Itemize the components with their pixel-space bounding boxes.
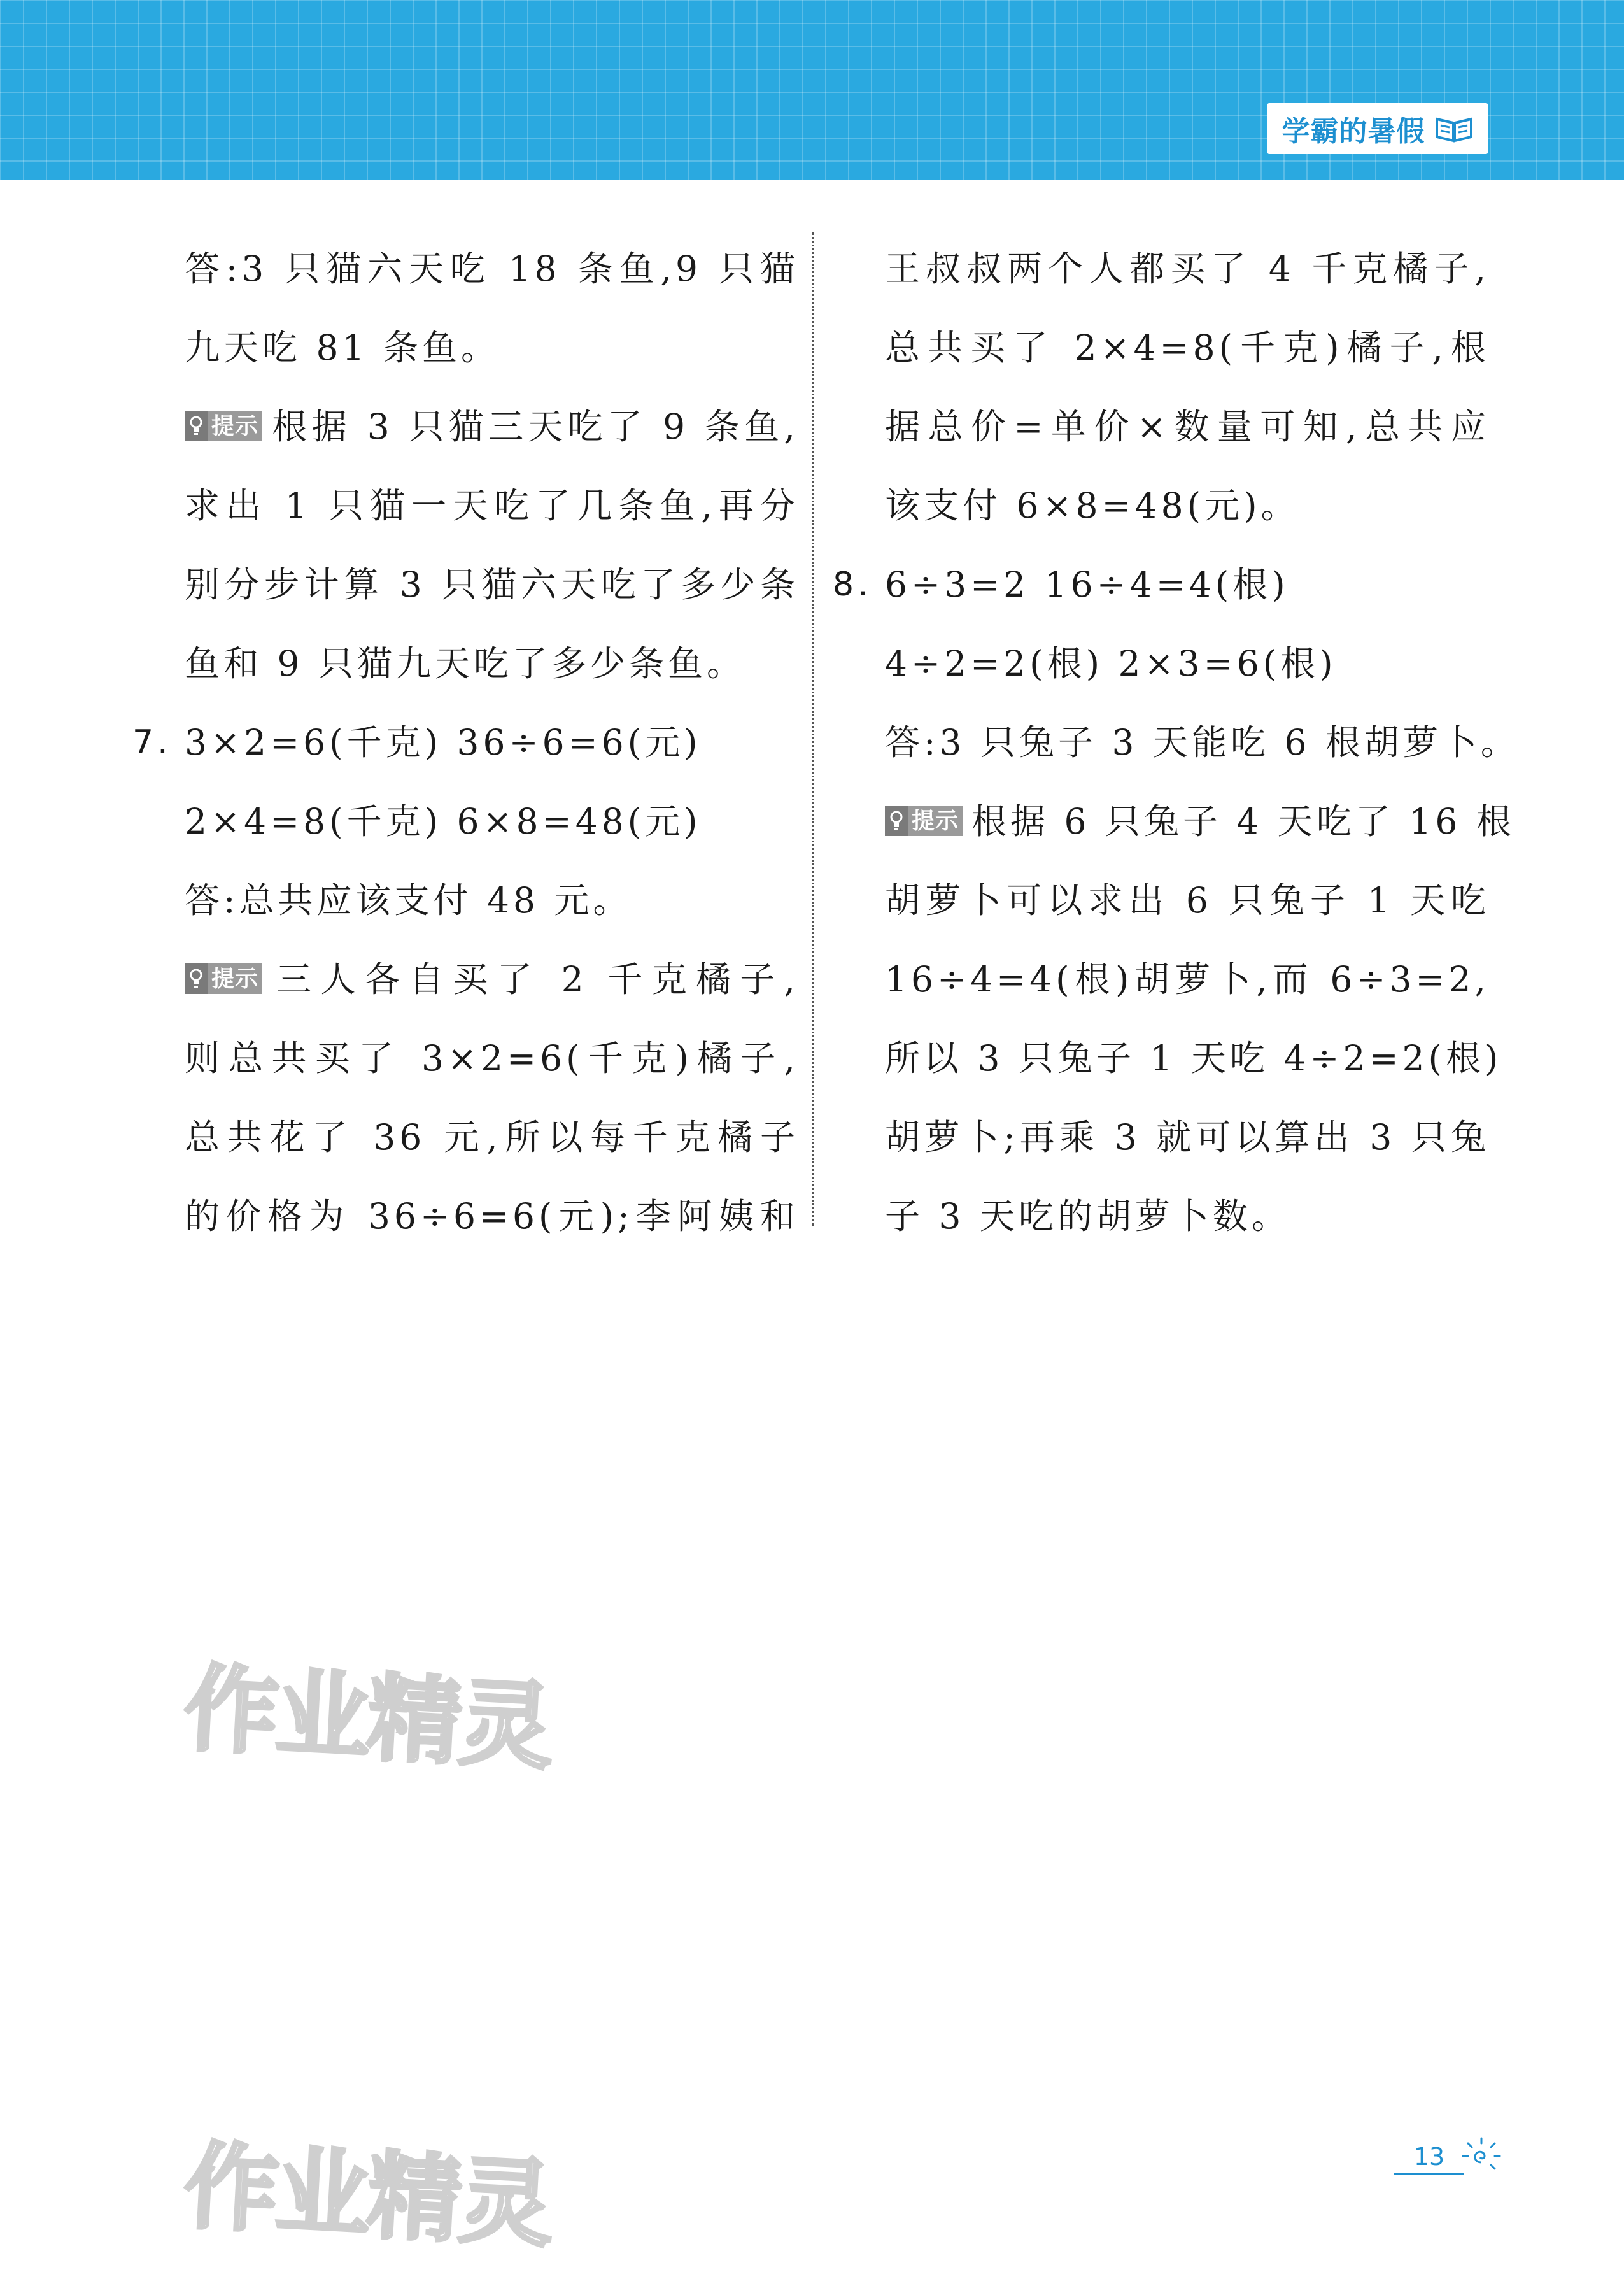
question-number: 8. xyxy=(833,565,872,604)
line-text: 子 3 天吃的胡萝卜数。 xyxy=(885,1196,1290,1237)
line-text: 胡萝卜可以求出 6 只兔子 1 天吃 xyxy=(885,880,1490,921)
header-badge xyxy=(1267,103,1488,154)
text-line xyxy=(885,308,1490,387)
text-line xyxy=(885,703,1520,782)
line-text: 所以 3 只兔子 1 天吃 4÷2=2(根) xyxy=(885,1038,1502,1079)
line-text: 据总价=单价×数量可知,总共应 xyxy=(885,406,1490,447)
header-badge-text: 学霸的暑假 xyxy=(1282,115,1425,148)
text-line xyxy=(185,1177,799,1256)
line-text: 三人各自买了 2 千克橘子, xyxy=(271,959,799,1000)
text-line xyxy=(185,1019,799,1098)
header-band xyxy=(0,0,1624,180)
text-line xyxy=(885,1098,1490,1177)
line-text: 总共买了 2×4=8(千克)橘子,根 xyxy=(885,327,1490,368)
text-line xyxy=(885,1177,1490,1256)
line-text: 求出 1 只猫一天吃了几条鱼,再分 xyxy=(185,485,799,526)
page-number: 13 xyxy=(1394,2143,1464,2175)
text-line xyxy=(885,1019,1502,1098)
text-line xyxy=(885,229,1490,308)
line-text: 九天吃 81 条鱼。 xyxy=(185,327,500,368)
hint-label: 提示 xyxy=(908,806,963,836)
text-line xyxy=(885,387,1490,466)
line-text: 根据 3 只猫三天吃了 9 条鱼, xyxy=(271,406,799,447)
text-line xyxy=(885,624,1490,703)
text-line xyxy=(185,624,799,703)
text-line xyxy=(185,861,799,940)
text-line xyxy=(885,466,1490,545)
watermark-upper: 作业精灵 xyxy=(181,1654,554,1782)
text-line xyxy=(885,940,1490,1019)
hint-line xyxy=(185,387,799,466)
hint-badge xyxy=(185,963,262,994)
hint-label: 提示 xyxy=(208,411,262,441)
hint-badge xyxy=(185,411,262,441)
line-text: 16÷4=4(根)胡萝卜,而 6÷3=2, xyxy=(885,959,1490,1000)
book-icon xyxy=(1434,114,1474,143)
question-line xyxy=(132,703,799,782)
column-divider xyxy=(812,232,814,1226)
line-text: 胡萝卜;再乘 3 就可以算出 3 只兔 xyxy=(885,1117,1490,1158)
line-text: 的价格为 36÷6=6(元);李阿姨和 xyxy=(185,1196,799,1237)
line-text: 3×2=6(千克) 36÷6=6(元) xyxy=(185,722,702,763)
line-text: 该支付 6×8=48(元)。 xyxy=(885,485,1300,526)
line-text: 答:总共应该支付 48 元。 xyxy=(185,880,632,921)
line-text: 根据 6 只兔子 4 天吃了 16 根 xyxy=(971,801,1515,842)
watermark-lower: 作业精灵 xyxy=(181,2131,554,2260)
line-text: 答:3 只兔子 3 天能吃 6 根胡萝卜。 xyxy=(885,722,1520,763)
line-text: 总共花了 36 元,所以每千克橘子 xyxy=(185,1117,799,1158)
line-text: 答:3 只猫六天吃 18 条鱼,9 只猫 xyxy=(185,248,799,289)
text-line xyxy=(185,1098,799,1177)
line-text: 别分步计算 3 只猫六天吃了多少条 xyxy=(185,564,799,605)
text-line xyxy=(885,861,1490,940)
hint-label: 提示 xyxy=(208,963,262,994)
text-line xyxy=(185,308,799,387)
right-column xyxy=(833,229,1520,1256)
left-column xyxy=(132,229,799,1256)
line-text: 则总共买了 3×2=6(千克)橘子, xyxy=(185,1038,799,1079)
lightbulb-icon xyxy=(185,411,208,441)
lightbulb-icon xyxy=(885,806,908,836)
line-text: 2×4=8(千克) 6×8=48(元) xyxy=(185,801,702,842)
hint-line xyxy=(885,782,1515,861)
hint-line xyxy=(185,940,799,1019)
text-line xyxy=(185,545,799,624)
lightbulb-icon xyxy=(185,963,208,994)
text-line xyxy=(185,229,799,308)
line-text: 4÷2=2(根) 2×3=6(根) xyxy=(885,643,1337,684)
hint-badge xyxy=(885,806,963,836)
line-text: 王叔叔两个人都买了 4 千克橘子, xyxy=(885,248,1490,289)
question-line xyxy=(833,545,1490,624)
sun-swirl-icon xyxy=(1459,2133,1504,2178)
text-line xyxy=(185,466,799,545)
text-line xyxy=(185,782,799,861)
question-number: 7. xyxy=(132,723,172,762)
line-text: 6÷3=2 16÷4=4(根) xyxy=(885,564,1289,605)
line-text: 鱼和 9 只猫九天吃了多少条鱼。 xyxy=(185,643,745,684)
